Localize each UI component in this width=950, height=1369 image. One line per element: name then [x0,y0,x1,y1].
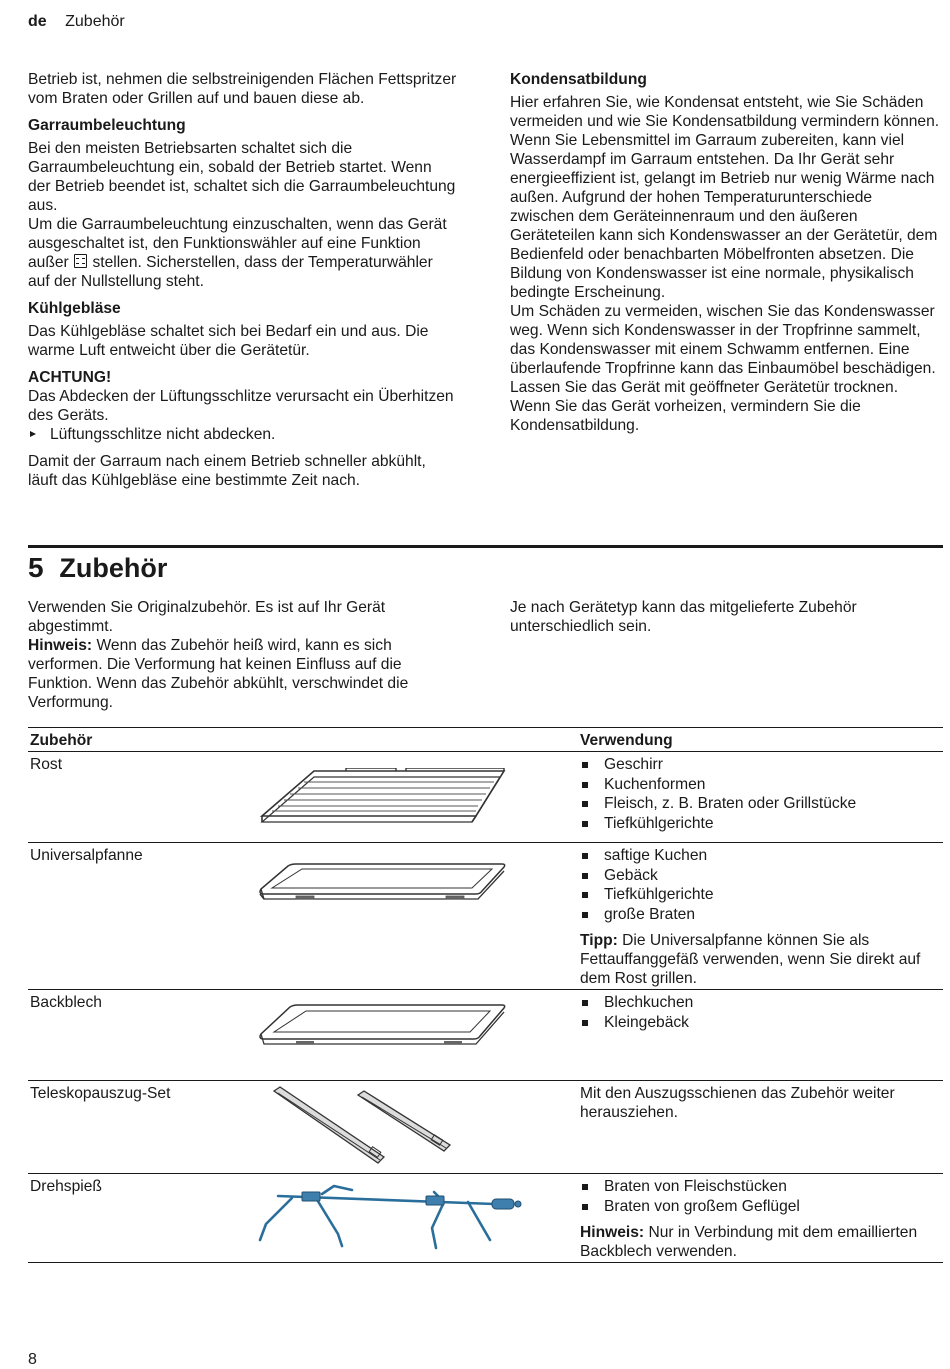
table-row [28,752,943,843]
tip-body: Die Universalpfanne können Sie als Fettauffanggefäß verwenden, wenn Sie direkt auf dem Rost grillen. [580,932,921,987]
table-row [28,1174,943,1263]
table-row [28,990,943,1081]
right-column [510,70,940,435]
tip-label: Tipp: [580,932,618,949]
list-item: Braten von Fleischstücken [580,1177,940,1197]
tip-text [580,931,940,988]
list-item: Fleisch, z. B. Braten oder Grillstücke [580,794,940,814]
section-title-text: Zubehör [59,553,168,583]
section-paragraph-1: Verwenden Sie Originalzubehör. Es ist auf Ihr Gerät abgestimmt. [28,599,386,635]
condensation-paragraph-3: Um Schäden zu vermeiden, wischen Sie das Kondenswasser weg. Wenn sich Kondenswasser in der Tropfrinne sammelt, das Kondenswasser mit einem Schwamm entfernen. Eine überlaufende Tropfrinne kann das Einbaumöbel beschädigen. Lassen Sie das Gerät mit geöffneter Gerätetür trocknen. [510,303,936,396]
lighting-heading: Garraumbeleuchtung [28,117,186,134]
fan-heading: Kühlgebläse [28,300,121,317]
fan-paragraph-1: Das Kühlgebläse schaltet sich bei Bedarf ein und aus. Die warme Luft entweicht über die Gerätetür. [28,323,429,359]
accessory-name: Teleskopauszug-Set [30,1085,171,1102]
warning-heading: ACHTUNG! [28,369,112,386]
usage-text: Mit den Auszugsschienen das Zubehör weiter herausziehen. [580,1085,895,1121]
usage-list [580,993,940,1032]
universal-pan-image [256,861,508,911]
note-label: Hinweis: [580,1224,645,1241]
section-number: 5 [28,552,44,583]
list-item: Kleingebäck [580,1013,940,1033]
warning-paragraph: Das Abdecken der Lüftungsschlitze verursacht ein Überhitzen des Geräts. [28,388,454,424]
accessory-table [28,727,943,1263]
usage-cell [580,846,940,988]
accessory-name: Rost [30,756,63,773]
lighting-paragraph-2b: stellen. Sicherstellen, dass der Temperaturwähler auf der Nullstellung steht. [28,254,433,290]
section-intro-right [510,598,940,636]
usage-cell [580,755,940,833]
page-header [28,12,125,31]
usage-cell [580,1177,940,1261]
column-header-accessory: Zubehör [30,732,93,749]
section-intro-left [28,598,458,712]
condensation-paragraph-2: Wenn Sie Lebensmittel im Garraum zubereiten, kann viel Wasserdampf im Garraum entstehen. Da Ihr Gerät sehr energieeffizient ist, gelangt im Betrieb nur wenig Wärme nach außen. Aufgrund der hohen Temperaturunterschiede zwischen dem Geräteinnenraum und den äußeren Geräteteilen kann sich Kondenswasser an der Gerätetür, dem Bedienfeld oder benachbarten Möbelfronten absetzen. Die Bildung von Kondenswasser ist eine normale, physikalisch bedingte Erscheinung. [510,132,938,301]
rotisserie-spit-image [256,1180,528,1254]
table-row [28,843,943,990]
usage-cell [580,993,940,1032]
list-item: Geschirr [580,755,940,775]
list-item: große Braten [580,905,940,925]
language-code: de [28,13,47,30]
list-item: Tiefkühlgerichte [580,814,940,834]
list-item: Braten von großem Geflügel [580,1197,940,1217]
usage-list [580,1177,940,1216]
section-title [28,551,167,585]
list-item: Tiefkühlgerichte [580,885,940,905]
usage-list [580,846,940,924]
usage-list [580,755,940,833]
accessory-name: Backblech [30,994,102,1011]
column-header-usage: Verwendung [580,732,673,749]
condensation-paragraph-1: Hier erfahren Sie, wie Kondensat entsteht, wie Sie Schäden vermeiden und wie Sie Kondensatbildung vermindern können. [510,94,940,130]
lighting-paragraph-2a: Um die Garraumbeleuchtung einzuschalten, wenn das Gerät ausgeschaltet ist, den Funktionswähler auf eine Funktion außer [28,216,447,271]
wire-rack-image [256,768,508,830]
section-note [28,636,458,712]
list-item: Blechkuchen [580,993,940,1013]
condensation-heading: Kondensatbildung [510,71,647,88]
condensation-paragraph-4: Wenn Sie das Gerät vorheizen, vermindern Sie die Kondensatbildung. [510,398,861,434]
list-item: Kuchenformen [580,775,940,795]
accessory-name: Universalpfanne [30,847,143,864]
baking-tray-image [256,1002,508,1052]
section-divider [28,545,943,548]
lighting-paragraph-1: Bei den meisten Betriebsarten schaltet sich die Garraumbeleuchtung ein, sobald der Betrieb startet. Wenn der Betrieb beendet ist, schaltet sich die Garraumbeleuchtung aus. [28,140,456,214]
note-body: Nur in Verbindung mit dem emaillierten Backblech verwenden. [580,1224,918,1260]
warning-action: Lüftungsschlitze nicht abdecken. [28,425,458,444]
section-note-text: Wenn das Zubehör heiß wird, kann es sich verformen. Die Verformung hat keinen Einfluss auf die Funktion. Wenn das Zubehör abkühlt, verschwindet die Verformung. [28,637,409,711]
section-right-paragraph: Je nach Gerätetyp kann das mitgelieferte Zubehör unterschiedlich sein. [510,599,857,635]
table-row [28,1081,943,1174]
usage-cell [580,1084,940,1122]
section-note-label: Hinweis: [28,637,93,654]
oven-light-function-icon [74,254,87,268]
table-header [28,727,943,752]
telescopic-rails-image [272,1083,452,1167]
note-text [580,1223,940,1261]
header-title: Zubehör [65,13,125,30]
left-column [28,70,458,490]
intro-paragraph: Betrieb ist, nehmen die selbstreinigenden Flächen Fettspritzer vom Braten oder Grillen auf und bauen diese ab. [28,71,457,107]
lighting-paragraph-2 [28,215,458,291]
list-item: Gebäck [580,866,940,886]
list-item: saftige Kuchen [580,846,940,866]
accessory-name: Drehspieß [30,1178,102,1195]
page-number: 8 [28,1351,37,1368]
fan-paragraph-2: Damit der Garraum nach einem Betrieb schneller abkühlt, läuft das Kühlgebläse eine bestimmte Zeit nach. [28,453,426,489]
